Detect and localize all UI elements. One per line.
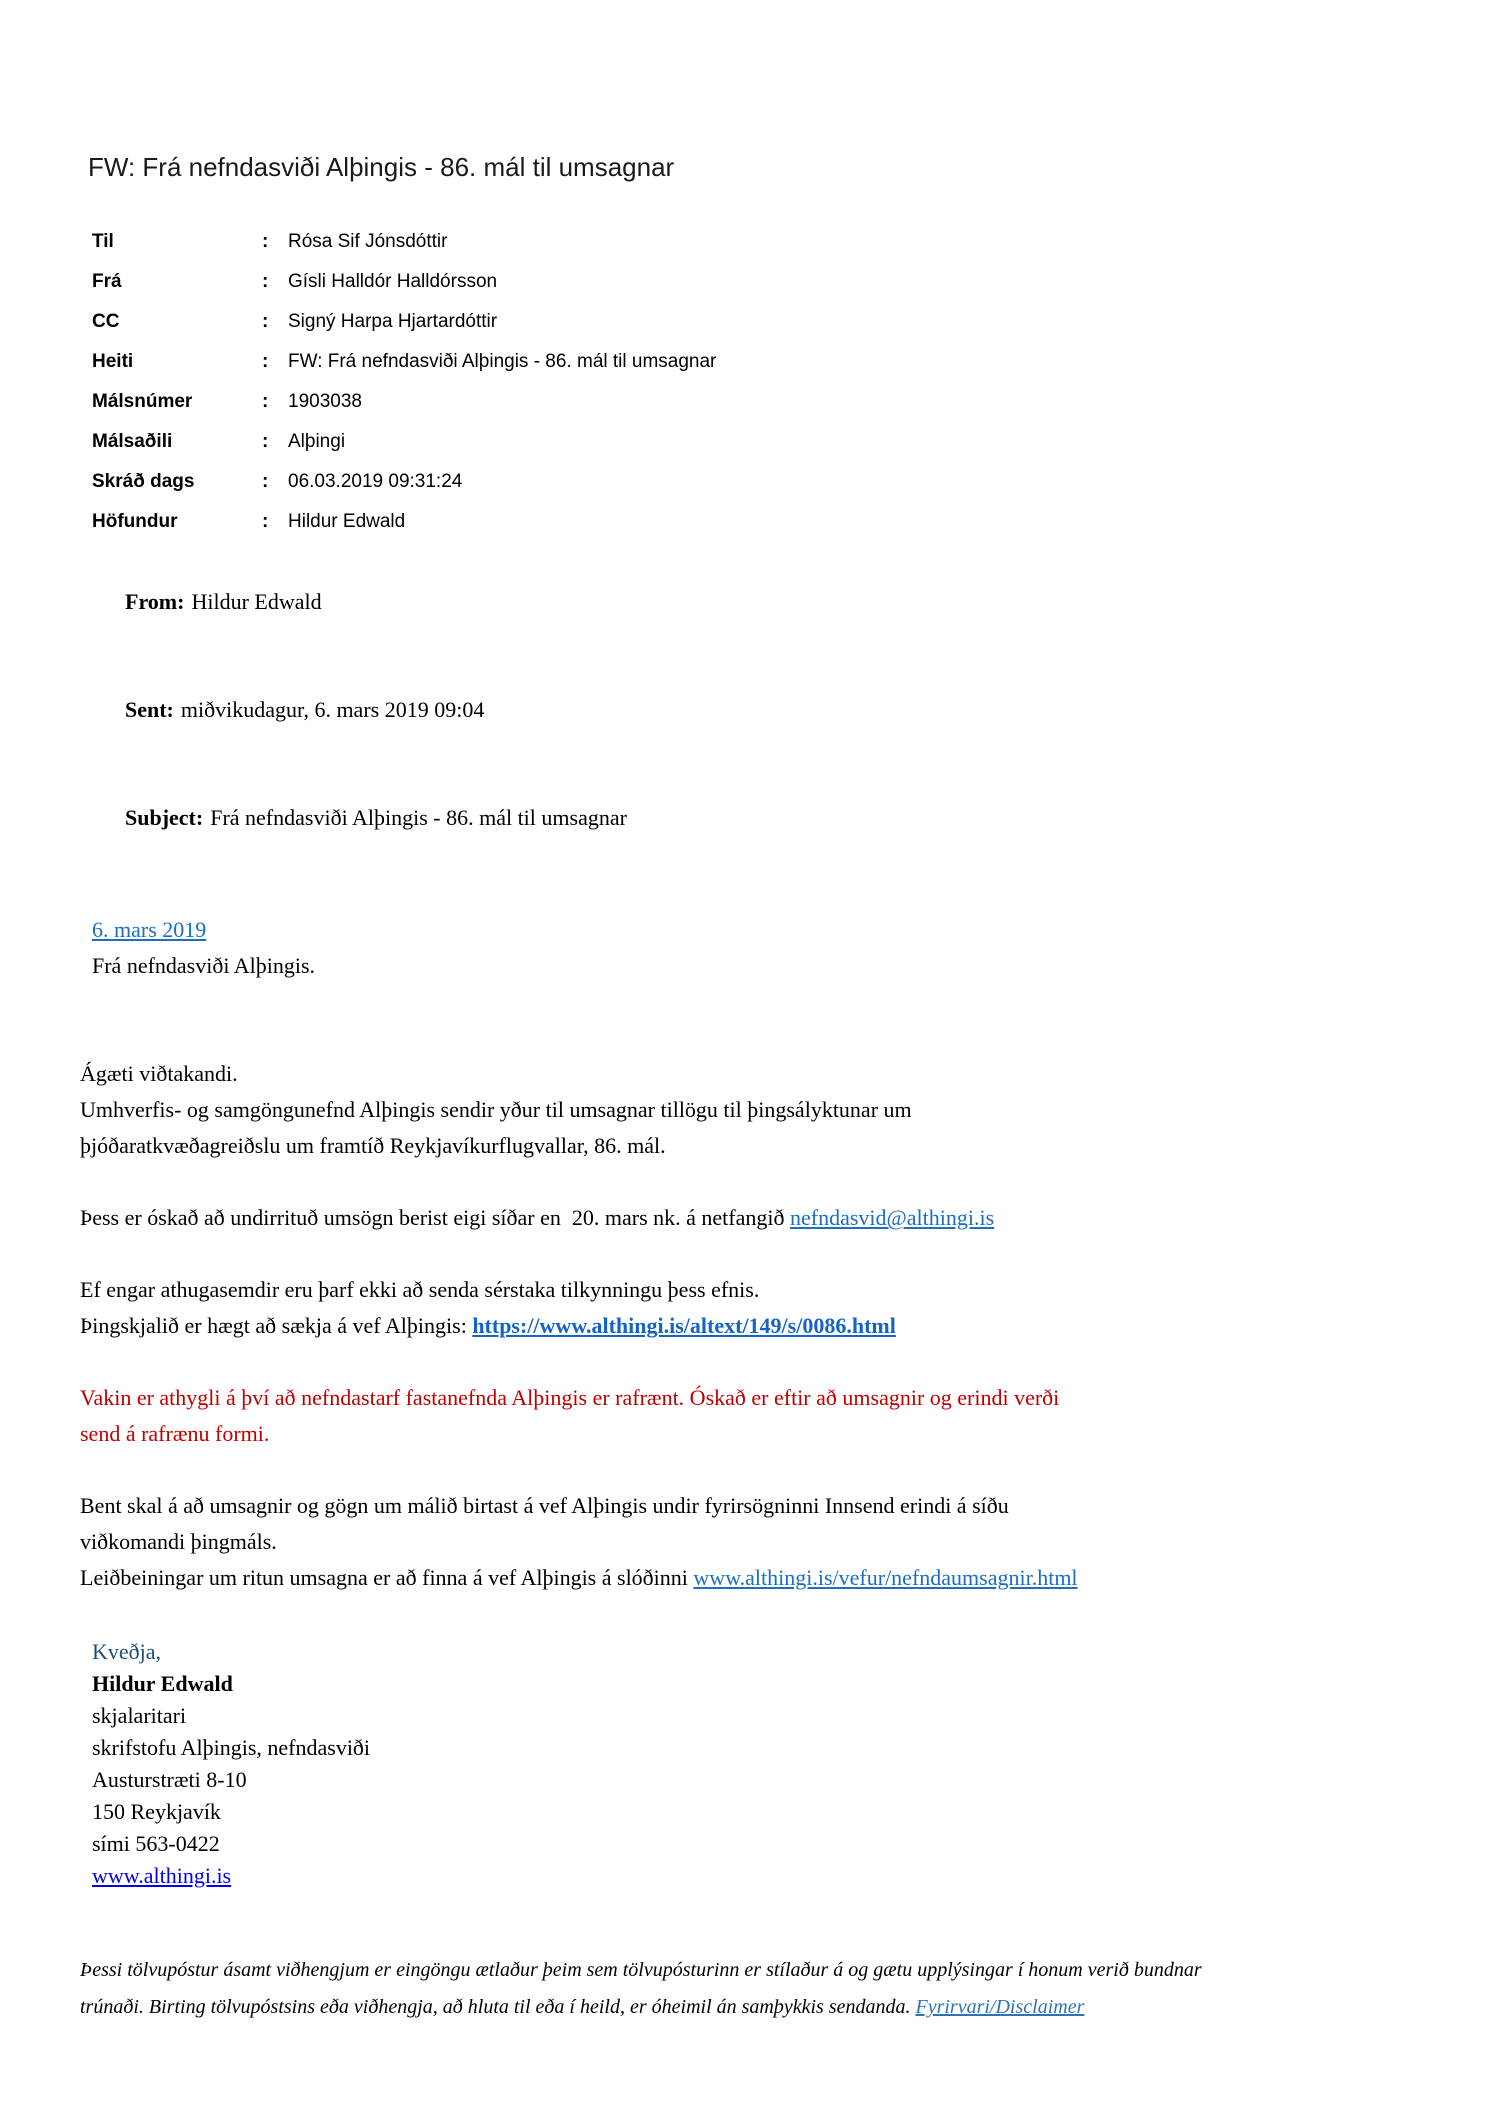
meta-row-heiti [92, 342, 1420, 382]
email-from-label: From: [125, 589, 185, 614]
email-from-value: Hildur Edwald [191, 589, 322, 614]
meta-separator: : [262, 431, 269, 452]
deadline-paragraph [80, 1200, 1420, 1236]
meta-separator: : [262, 271, 269, 292]
meta-label: Höfundur [92, 511, 178, 532]
meta-separator: : [262, 391, 269, 412]
paragraph-text: Þess er óskað að undirrituð umsögn berist eigi síðar en 20. mars nk. á netfangið [80, 1205, 790, 1230]
meta-separator: : [262, 511, 269, 532]
guidelines-url-link[interactable]: www.althingi.is/vefur/nefndaumsagnir.html [693, 1565, 1078, 1590]
email-subject-label: Subject: [125, 805, 204, 830]
signature-phone: sími 563-0422 [92, 1831, 220, 1856]
paragraph-text: Bent skal á að umsagnir og gögn um málið birtast á vef Alþingis undir fyrirsögninni Innsend erindi á síðu [80, 1493, 1009, 1518]
disclaimer-link[interactable]: Fyrirvari/Disclaimer [915, 1996, 1085, 2018]
meta-value: Rósa Sif Jónsdóttir [288, 231, 448, 252]
meta-row-hofundur [92, 502, 1420, 542]
disclaimer-text: trúnaði. Birting tölvupóstsins eða viðhengja, að hluta til eða í heild, er óheimil án samþykkis sendanda. [80, 1996, 916, 2018]
greeting-paragraph [80, 1056, 1420, 1164]
meta-value: Alþingi [288, 431, 346, 452]
email-header [92, 548, 1420, 872]
signature-office: skrifstofu Alþingis, nefndasviði [92, 1735, 371, 1760]
meta-row-cc [92, 302, 1420, 342]
meta-separator: : [262, 471, 269, 492]
paragraph-text: Umhverfis- og samgöngunefnd Alþingis sendir yður til umsagnar tillögu til þingsályktunar um [80, 1097, 912, 1122]
meta-row-malsnumer [92, 382, 1420, 422]
meta-row-fra [92, 262, 1420, 302]
meta-value: Hildur Edwald [288, 511, 406, 532]
document-title: FW: Frá nefndasviði Alþingis - 86. mál til umsagnar [88, 152, 675, 182]
meta-value: FW: Frá nefndasviði Alþingis - 86. mál til umsagnar [288, 351, 717, 372]
warning-text: send á rafrænu formi. [80, 1421, 270, 1446]
meta-separator: : [262, 351, 269, 372]
meta-label: Frá [92, 271, 122, 292]
meta-label: Skráð dags [92, 471, 195, 492]
meta-label: Heiti [92, 351, 134, 372]
warning-text: Vakin er athygli á því að nefndastarf fastanefnda Alþingis er rafrænt. Óskað er eftir að umsagnir og erindi verði [80, 1385, 1060, 1410]
signature-role: skjalaritari [92, 1703, 187, 1728]
meta-label: Málsnúmer [92, 391, 193, 412]
document-url-link[interactable]: https://www.althingi.is/altext/149/s/0086.html [472, 1313, 896, 1338]
meta-label: Til [92, 231, 114, 252]
signature-block [92, 1636, 1420, 1892]
disclaimer-block [80, 1952, 1420, 2026]
paragraph-text: Ef engar athugasemdir eru þarf ekki að senda sérstaka tilkynningu þess efnis. [80, 1277, 760, 1302]
email-body [80, 912, 1420, 2026]
date-block [92, 912, 1420, 984]
meta-row-malsadili [92, 422, 1420, 462]
meta-value: Gísli Halldór Halldórsson [288, 271, 498, 292]
date-link[interactable]: 6. mars 2019 [92, 917, 207, 942]
paragraph-text: Þingskjalið er hægt að sækja á vef Alþingis: [80, 1313, 473, 1338]
warning-paragraph [80, 1380, 1420, 1452]
meta-separator: : [262, 231, 269, 252]
meta-value: Signý Harpa Hjartardóttir [288, 311, 498, 332]
meta-label: Málsaðili [92, 431, 173, 452]
paragraph-text: Leiðbeiningar um ritun umsagna er að finna á vef Alþingis á slóðinni [80, 1565, 694, 1590]
guidance-paragraph [80, 1488, 1420, 1596]
paragraph-text: þjóðaratkvæðagreiðslu um framtíð Reykjavíkurflugvallar, 86. mál. [80, 1133, 666, 1158]
document-info-paragraph [80, 1272, 1420, 1344]
signature-city: 150 Reykjavík [92, 1799, 221, 1824]
disclaimer-text: Þessi tölvupóstur ásamt viðhengjum er eingöngu ætlaður þeim sem tölvupósturinn er stílaður á og gætu upplýsingar í honum verið bundnar [80, 1959, 1202, 1981]
greeting-text: Ágæti viðtakandi. [80, 1061, 238, 1086]
email-address-link[interactable]: nefndasvid@althingi.is [789, 1205, 995, 1230]
website-link[interactable]: www.althingi.is [92, 1863, 232, 1888]
email-from-line [92, 548, 1420, 656]
meta-separator: : [262, 311, 269, 332]
email-sent-label: Sent: [125, 697, 174, 722]
meta-row-til [92, 222, 1420, 262]
meta-row-skrad-dags [92, 462, 1420, 502]
meta-value: 1903038 [288, 391, 362, 412]
metadata-table [92, 222, 1420, 542]
meta-value: 06.03.2019 09:31:24 [288, 471, 463, 492]
signature-street: Austurstræti 8-10 [92, 1767, 247, 1792]
email-sent-line [92, 656, 1420, 764]
email-sent-value: miðvikudagur, 6. mars 2019 09:04 [180, 697, 485, 722]
paragraph-text: viðkomandi þingmáls. [80, 1529, 277, 1554]
signature-closing: Kveðja, [92, 1639, 162, 1664]
from-department-text: Frá nefndasviði Alþingis. [92, 953, 316, 978]
meta-label: CC [92, 311, 120, 332]
email-subject-value: Frá nefndasviði Alþingis - 86. mál til umsagnar [210, 805, 627, 830]
email-subject-line [92, 764, 1420, 872]
signature-name: Hildur Edwald [92, 1671, 233, 1696]
